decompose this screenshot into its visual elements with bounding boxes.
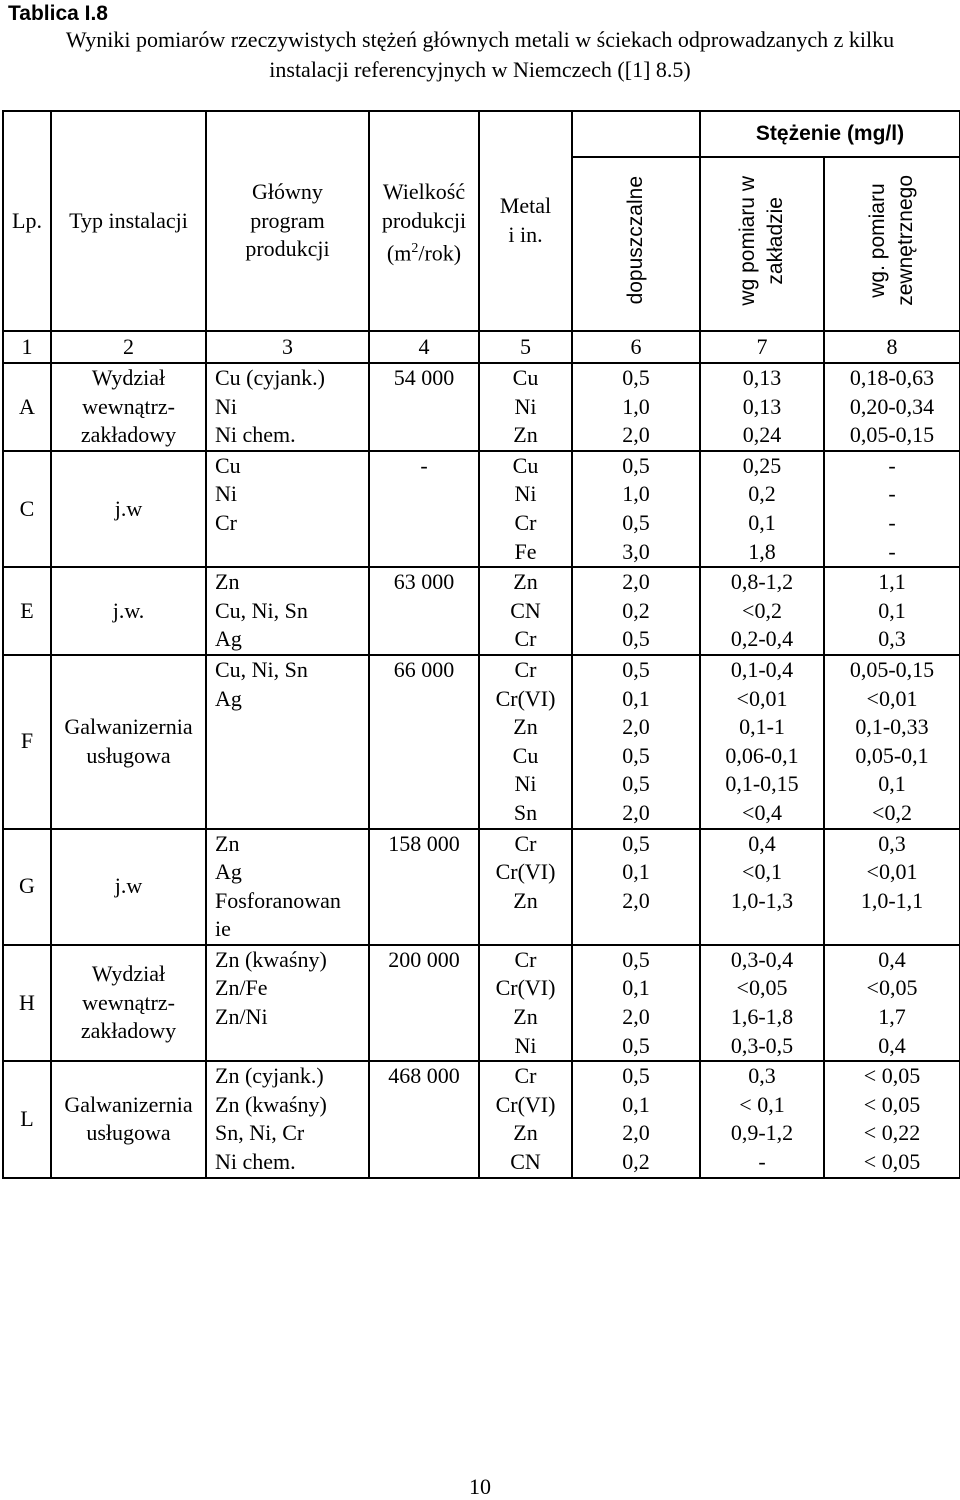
dopuszczalne-line: 0,5 xyxy=(622,509,650,535)
metal-cell xyxy=(479,1061,572,1177)
zewnetrzny-line: 0,1 xyxy=(878,597,906,623)
zaklad-line: <0,2 xyxy=(742,597,782,623)
metal-line: Fe xyxy=(514,538,537,564)
program-line: Cu, Ni, Sn xyxy=(215,597,308,623)
lp-value: G xyxy=(19,873,35,899)
metal-line: Cu xyxy=(512,365,539,390)
lp-cell xyxy=(3,655,51,829)
zaklad-line: 0,2-0,4 xyxy=(730,626,794,652)
dopuszczalne-line: 0,5 xyxy=(622,452,650,478)
dopuszczalne-cell xyxy=(572,363,700,451)
metal-line: Cr(VI) xyxy=(495,975,556,1001)
wielkosc-value: 158 000 xyxy=(388,830,460,856)
program-line: Zn xyxy=(215,830,240,856)
zaklad-cell xyxy=(700,363,824,451)
zaklad-line: 0,13 xyxy=(742,365,782,390)
header-metal xyxy=(479,111,572,331)
zaklad-cell xyxy=(700,945,824,1061)
zewnetrzny-cell xyxy=(824,829,960,945)
metal-line: Sn xyxy=(513,799,538,825)
zaklad-line: 0,25 xyxy=(742,452,782,478)
typ-line: zakładowy xyxy=(80,1018,177,1044)
zewnetrzny-line: 0,20-0,34 xyxy=(849,393,935,419)
header-wielkosc-line: produkcji xyxy=(381,207,467,233)
results-table xyxy=(2,110,960,1179)
zaklad-line: 0,9-1,2 xyxy=(730,1120,794,1146)
dopuszczalne-line: 0,2 xyxy=(622,1149,650,1175)
header-glowny-program xyxy=(206,111,369,331)
zaklad-line: 0,1-0,4 xyxy=(730,656,794,682)
zewnetrzny-line: < 0,05 xyxy=(863,1149,921,1175)
metal-line: Cu xyxy=(512,452,539,478)
zewnetrzny-line: 1,1 xyxy=(878,569,906,595)
program-line: Fosforanowan xyxy=(215,887,341,913)
lp-cell xyxy=(3,451,51,567)
metal-line: Zn xyxy=(513,1120,538,1146)
dopuszczalne-line: 0,1 xyxy=(622,1091,650,1117)
program-cell xyxy=(206,945,369,1061)
zaklad-line: 0,06-0,1 xyxy=(725,742,799,768)
program-line: Zn/Ni xyxy=(215,1004,268,1030)
lp-cell xyxy=(3,363,51,451)
dopuszczalne-line: 0,5 xyxy=(622,1063,650,1089)
zewnetrzny-line: 0,05-0,1 xyxy=(855,742,929,768)
dopuszczalne-cell xyxy=(572,829,700,945)
program-line: Ag xyxy=(215,685,242,711)
zaklad-line: <0,05 xyxy=(736,975,788,1001)
wielkosc-value: 200 000 xyxy=(388,946,460,972)
dopuszczalne-line: 0,5 xyxy=(622,365,650,390)
zaklad-line: - xyxy=(758,1149,766,1175)
lp-value: E xyxy=(20,597,34,623)
header-wielkosc-produkcji xyxy=(369,111,479,331)
typ-line: Wydział xyxy=(91,961,166,987)
header-wielkosc-unit: $(m^2/rok)$ xyxy=(386,240,462,266)
zewnetrzny-cell xyxy=(824,1061,960,1177)
dopuszczalne-line: 1,0 xyxy=(622,393,650,419)
lp-value: F xyxy=(20,728,34,754)
zewnetrzny-line: < 0,05 xyxy=(863,1091,921,1117)
wielkosc-cell xyxy=(369,829,479,945)
lp-value: H xyxy=(19,989,35,1015)
wielkosc-value: 54 000 xyxy=(393,365,455,390)
zewnetrzny-line: < 0,05 xyxy=(863,1063,921,1089)
typ-cell xyxy=(51,945,206,1061)
lp-cell xyxy=(3,829,51,945)
metal-line: Cr xyxy=(514,626,537,652)
dopuszczalne-line: 0,2 xyxy=(622,597,650,623)
program-line: Ni chem. xyxy=(215,1149,296,1175)
column-number: 3 xyxy=(206,331,369,363)
program-line: Cu, Ni, Sn xyxy=(215,656,308,682)
zewnetrzny-line: <0,01 xyxy=(866,685,918,711)
zaklad-line: 1,6-1,8 xyxy=(730,1004,794,1030)
zewnetrzny-line: 0,3 xyxy=(878,830,906,856)
program-line: Ni chem. xyxy=(215,422,296,448)
zaklad-cell xyxy=(700,1061,824,1177)
typ-line: usługowa xyxy=(86,1120,171,1146)
zaklad-line: 0,1 xyxy=(748,509,776,535)
column-number: 6 xyxy=(572,331,700,363)
zewnetrzny-line: 1,7 xyxy=(878,1004,906,1030)
program-cell xyxy=(206,655,369,829)
zaklad-line: 0,24 xyxy=(742,422,782,448)
wielkosc-cell xyxy=(369,655,479,829)
zaklad-line: <0,1 xyxy=(742,859,782,885)
typ-cell xyxy=(51,451,206,567)
header-lp: Lp. xyxy=(3,111,51,331)
zewnetrzny-cell xyxy=(824,451,960,567)
header-program-line: Główny xyxy=(252,179,323,205)
header-metal-line: Metal xyxy=(499,193,552,219)
program-line: Ag xyxy=(215,626,242,652)
typ-cell xyxy=(51,829,206,945)
zaklad-cell xyxy=(700,451,824,567)
metal-line: Cu xyxy=(512,742,539,768)
header-stezenie: Stężenie (mg/l) xyxy=(700,111,960,157)
zaklad-cell xyxy=(700,655,824,829)
column-number: 1 xyxy=(3,331,51,363)
zewnetrzny-line: 0,18-0,63 xyxy=(849,365,935,390)
dopuszczalne-line: 1,0 xyxy=(622,481,650,507)
typ-cell xyxy=(51,567,206,655)
metal-line: Ni xyxy=(514,1032,537,1058)
program-cell xyxy=(206,363,369,451)
program-cell xyxy=(206,1061,369,1177)
zewnetrzny-line: 0,05-0,15 xyxy=(849,656,935,682)
metal-line: Zn xyxy=(513,714,538,740)
zewnetrzny-cell xyxy=(824,567,960,655)
metal-line: Zn xyxy=(513,1004,538,1030)
dopuszczalne-cell xyxy=(572,945,700,1061)
program-line: ie xyxy=(215,916,231,942)
wielkosc-value: - xyxy=(420,452,428,478)
metal-cell xyxy=(479,567,572,655)
dopuszczalne-line: 3,0 xyxy=(622,538,650,564)
table-row xyxy=(3,363,960,451)
wielkosc-cell xyxy=(369,945,479,1061)
metal-cell xyxy=(479,655,572,829)
zaklad-line: 0,4 xyxy=(748,830,776,856)
typ-line: Galwanizernia xyxy=(64,1091,193,1117)
zewnetrzny-cell xyxy=(824,655,960,829)
typ-line: Wydział xyxy=(91,365,166,390)
typ-cell xyxy=(51,363,206,451)
zaklad-line: 0,1-1 xyxy=(739,714,785,740)
dopuszczalne-line: 0,5 xyxy=(622,626,650,652)
header-metal-line: i in. xyxy=(508,222,543,247)
lp-value: C xyxy=(19,495,35,521)
zewnetrzny-cell xyxy=(824,945,960,1061)
table-row xyxy=(3,567,960,655)
column-number: 4 xyxy=(369,331,479,363)
typ-line: Galwanizernia xyxy=(64,714,193,740)
program-cell xyxy=(206,451,369,567)
program-line: Sn, Ni, Cr xyxy=(215,1120,305,1146)
lp-cell xyxy=(3,1061,51,1177)
zewnetrzny-line: 1,0-1,1 xyxy=(860,887,924,913)
dopuszczalne-line: 0,5 xyxy=(622,1032,650,1058)
metal-cell xyxy=(479,363,572,451)
metal-cell xyxy=(479,945,572,1061)
header-program-line: produkcji xyxy=(245,236,330,262)
metal-line: Cr(VI) xyxy=(495,859,556,885)
zewnetrzny-line: - xyxy=(888,452,896,478)
metal-line: CN xyxy=(510,1149,541,1175)
dopuszczalne-cell xyxy=(572,655,700,829)
header-wg-pomiaru-zakladzie: wg pomiaru w zakładzie xyxy=(700,157,824,331)
program-line: Ag xyxy=(215,859,242,885)
wielkosc-value: 63 000 xyxy=(393,569,455,595)
metal-line: Cr(VI) xyxy=(495,1091,556,1117)
zewnetrzny-line: <0,05 xyxy=(866,975,918,1001)
typ-cell xyxy=(51,1061,206,1177)
dopuszczalne-line: 2,0 xyxy=(622,422,650,448)
header-wielkosc-line: Wielkość xyxy=(382,179,466,205)
dopuszczalne-line: 2,0 xyxy=(622,887,650,913)
dopuszczalne-cell xyxy=(572,451,700,567)
zaklad-line: 0,8-1,2 xyxy=(730,569,794,595)
zaklad-line: 1,8 xyxy=(748,538,776,564)
caption-line-2: instalacji referencyjnych w Niemczech ([1] 8.5) xyxy=(269,57,691,82)
zewnetrzny-line: < 0,22 xyxy=(863,1120,921,1146)
metal-line: Cr xyxy=(514,830,537,856)
zewnetrzny-line: <0,2 xyxy=(872,799,912,825)
metal-line: Ni xyxy=(514,393,537,419)
metal-line: CN xyxy=(510,597,541,623)
table-title: Tablica I.8 xyxy=(8,2,108,25)
typ-cell xyxy=(51,655,206,829)
dopuszczalne-line: 2,0 xyxy=(622,714,650,740)
dopuszczalne-line: 0,5 xyxy=(622,742,650,768)
zaklad-line: <0,4 xyxy=(742,799,782,825)
zewnetrzny-line: 0,1 xyxy=(878,771,906,797)
wielkosc-cell xyxy=(369,451,479,567)
typ-line: wewnątrz- xyxy=(82,989,175,1015)
zaklad-line: < 0,1 xyxy=(739,1091,785,1117)
metal-line: Cr xyxy=(514,1063,537,1089)
dopuszczalne-line: 0,1 xyxy=(622,859,650,885)
wielkosc-cell xyxy=(369,567,479,655)
lp-cell xyxy=(3,567,51,655)
header-conc-blank xyxy=(572,111,700,157)
program-line: Zn (kwaśny) xyxy=(215,1091,327,1117)
lp-cell xyxy=(3,945,51,1061)
column-number: 5 xyxy=(479,331,572,363)
zewnetrzny-line: 0,1-0,33 xyxy=(855,714,929,740)
metal-line: Ni xyxy=(514,771,537,797)
metal-line: Cr xyxy=(514,656,537,682)
typ-line: j.w xyxy=(114,495,143,521)
table-row xyxy=(3,451,960,567)
typ-line: zakładowy xyxy=(80,422,177,448)
header-dopuszczalne: dopuszczalne xyxy=(572,157,700,331)
dopuszczalne-line: 0,1 xyxy=(622,685,650,711)
column-number: 8 xyxy=(824,331,960,363)
zewnetrzny-line: 0,3 xyxy=(878,626,906,652)
wielkosc-cell xyxy=(369,1061,479,1177)
zewnetrzny-line: - xyxy=(888,538,896,564)
zewnetrzny-line: 0,4 xyxy=(878,1032,906,1058)
program-cell xyxy=(206,567,369,655)
zaklad-line: 1,0-1,3 xyxy=(730,887,794,913)
zewnetrzny-line: 0,05-0,15 xyxy=(849,422,935,448)
column-number: 7 xyxy=(700,331,824,363)
zewnetrzny-line: <0,01 xyxy=(866,859,918,885)
typ-line: j.w. xyxy=(112,597,145,623)
table-row xyxy=(3,1061,960,1177)
dopuszczalne-line: 0,5 xyxy=(622,771,650,797)
column-number: 2 xyxy=(51,331,206,363)
header-program-line: program xyxy=(250,207,325,233)
zewnetrzny-line: - xyxy=(888,481,896,507)
zewnetrzny-line: 0,4 xyxy=(878,946,906,972)
page-number: 10 xyxy=(469,1474,491,1499)
typ-line: wewnątrz- xyxy=(82,393,175,419)
dopuszczalne-line: 2,0 xyxy=(622,1120,650,1146)
table-row xyxy=(3,945,960,1061)
zaklad-line: 0,3 xyxy=(748,1063,776,1089)
header-typ-instalacji: Typ instalacji xyxy=(51,111,206,331)
program-cell xyxy=(206,829,369,945)
typ-line: j.w xyxy=(114,873,143,899)
program-line: Ni xyxy=(215,393,237,419)
lp-value: L xyxy=(20,1106,34,1132)
table-row xyxy=(3,655,960,829)
dopuszczalne-line: 0,5 xyxy=(622,830,650,856)
metal-cell xyxy=(479,451,572,567)
wielkosc-value: 468 000 xyxy=(388,1063,460,1089)
dopuszczalne-line: 0,1 xyxy=(622,975,650,1001)
program-line: Cr xyxy=(215,509,237,535)
metal-cell xyxy=(479,829,572,945)
header-wg-pomiaru-zewnetrznego: wg. pomiaru zewnętrznego xyxy=(824,157,960,331)
program-line: Zn xyxy=(215,569,240,595)
wielkosc-cell xyxy=(369,363,479,451)
lp-value: A xyxy=(19,393,35,419)
zaklad-line: 0,2 xyxy=(748,481,776,507)
zaklad-line: 0,13 xyxy=(742,393,782,419)
zewnetrzny-cell xyxy=(824,363,960,451)
metal-line: Ni xyxy=(514,481,537,507)
dopuszczalne-line: 2,0 xyxy=(622,799,650,825)
metal-line: Zn xyxy=(513,422,538,448)
program-line: Ni xyxy=(215,481,237,507)
dopuszczalne-line: 2,0 xyxy=(622,1004,650,1030)
dopuszczalne-line: 2,0 xyxy=(622,569,650,595)
zaklad-line: <0,01 xyxy=(736,685,788,711)
wielkosc-value: 66 000 xyxy=(393,656,455,682)
zaklad-line: 0,3-0,5 xyxy=(730,1032,794,1058)
program-line: Cu (cyjank.) xyxy=(215,365,325,390)
metal-line: Zn xyxy=(513,887,538,913)
zaklad-cell xyxy=(700,567,824,655)
metal-line: Zn xyxy=(513,569,538,595)
zaklad-line: 0,3-0,4 xyxy=(730,946,794,972)
dopuszczalne-line: 0,5 xyxy=(622,946,650,972)
dopuszczalne-cell xyxy=(572,567,700,655)
dopuszczalne-line: 0,5 xyxy=(622,656,650,682)
program-line: Cu xyxy=(215,452,241,478)
table-row xyxy=(3,829,960,945)
caption-line-1: Wyniki pomiarów rzeczywistych stężeń głównych metali w ściekach odprowadzanych z kilku xyxy=(65,27,895,52)
metal-line: Cr xyxy=(514,946,537,972)
program-line: Zn/Fe xyxy=(215,975,268,1001)
metal-line: Cr(VI) xyxy=(495,685,556,711)
zaklad-line: 0,1-0,15 xyxy=(725,771,799,797)
column-number-row xyxy=(3,331,960,363)
typ-line: usługowa xyxy=(86,742,171,768)
program-line: Zn (cyjank.) xyxy=(215,1063,324,1089)
table-caption xyxy=(0,25,960,85)
data-rows xyxy=(3,363,960,1178)
dopuszczalne-cell xyxy=(572,1061,700,1177)
zewnetrzny-line: - xyxy=(888,509,896,535)
program-line: Zn (kwaśny) xyxy=(215,946,327,972)
metal-line: Cr xyxy=(514,509,537,535)
zaklad-cell xyxy=(700,829,824,945)
